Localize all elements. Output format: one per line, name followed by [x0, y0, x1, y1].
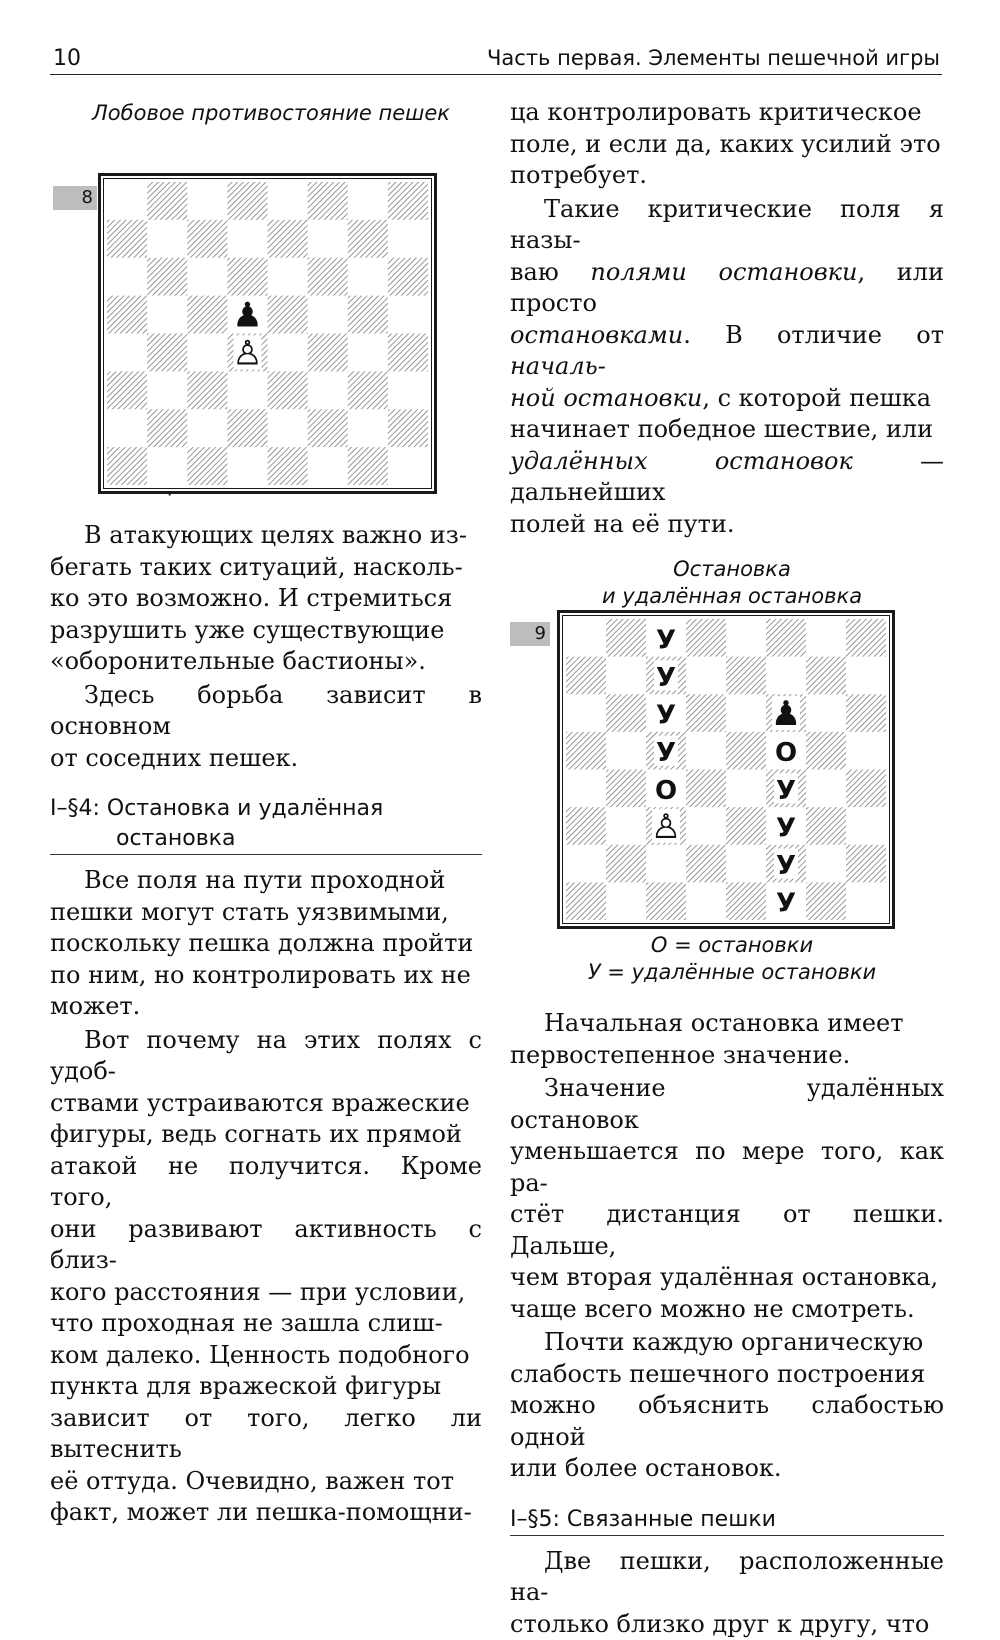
text-line: слабость пешечного построения [510, 1359, 944, 1391]
light-square [388, 447, 428, 485]
light-square [646, 845, 686, 883]
dark-square [806, 882, 846, 920]
diagram-9 [510, 610, 944, 932]
text-line: ком далеко. Ценность подобного [50, 1340, 482, 1372]
light-square [147, 220, 187, 258]
dark-square [566, 807, 606, 845]
text-line: пешки могут стать уязвимыми, [50, 897, 482, 929]
remote-stop-marker: У [656, 738, 676, 768]
section-heading-line: I–§4: Остановка и удалённая [50, 796, 383, 821]
paragraph-r5 [510, 1327, 944, 1485]
dark-square [147, 258, 187, 296]
dark-square [388, 182, 428, 220]
diagram-8 [50, 127, 482, 467]
left-column [50, 100, 482, 1529]
dark-square [348, 296, 388, 334]
light-square [686, 657, 726, 695]
dark-square [846, 619, 886, 657]
text-line: или более остановок. [510, 1453, 944, 1485]
text-line: они развивают активность с близ- [50, 1214, 482, 1277]
dark-square [566, 882, 606, 920]
dark-square [107, 296, 147, 334]
dark-square [686, 770, 726, 808]
light-square [308, 447, 348, 485]
text-line: по ним, но контролировать их не [50, 960, 482, 992]
dark-square [388, 334, 428, 372]
dark-square [268, 220, 308, 258]
text-line: Значение удалённых остановок [510, 1073, 944, 1136]
text-line: поле, и если да, каких усилий это [510, 129, 944, 161]
board-8-grid [107, 182, 428, 485]
text-line: Почти каждую органическую [510, 1327, 944, 1359]
light-square [308, 296, 348, 334]
dark-square [726, 732, 766, 770]
light-square [348, 258, 388, 296]
chessboard-8 [98, 173, 437, 494]
light-square [348, 182, 388, 220]
white-pawn-icon: ♙ [232, 334, 262, 374]
light-square [268, 182, 308, 220]
light-square [187, 182, 227, 220]
text-line: начинает победное шествие, или [510, 414, 944, 446]
light-square [147, 371, 187, 409]
paragraph-1 [50, 520, 482, 678]
remote-stop-marker: У [776, 776, 796, 806]
dark-square [806, 732, 846, 770]
light-square [147, 447, 187, 485]
text-line: первостепенное значение. [510, 1040, 944, 1072]
dark-square [686, 845, 726, 883]
light-square [308, 220, 348, 258]
dark-square [846, 845, 886, 883]
light-square [726, 845, 766, 883]
page-number: 10 [53, 46, 81, 71]
text-line: можно объяснить слабостью одной [510, 1390, 944, 1453]
dark-square [308, 409, 348, 447]
dark-square [846, 770, 886, 808]
text-line: ко это возможно. И стремиться [50, 583, 482, 615]
text-line: что проходная не зашла слиш- [50, 1308, 482, 1340]
text-line: потребует. [510, 160, 944, 192]
light-square [187, 334, 227, 372]
section-heading-4 [50, 794, 482, 855]
text-line: Все поля на пути проходной [50, 865, 482, 897]
light-square [606, 807, 646, 845]
dark-square [308, 258, 348, 296]
diagram-9-number: 9 [510, 622, 550, 646]
light-square [147, 296, 187, 334]
light-square [726, 770, 766, 808]
remote-stop-marker: У [776, 851, 796, 881]
light-square [686, 882, 726, 920]
light-square [107, 182, 147, 220]
dark-square [308, 182, 348, 220]
dark-square [606, 619, 646, 657]
dark-square [107, 447, 147, 485]
light-square [388, 220, 428, 258]
text-line: стёт дистанция от пешки. Дальше, [510, 1199, 944, 1262]
paragraph-r4 [510, 1073, 944, 1325]
light-square [107, 334, 147, 372]
dark-square [388, 258, 428, 296]
text-line: бегать таких ситуаций, насколь- [50, 552, 482, 584]
dark-square [187, 296, 227, 334]
dark-square [388, 409, 428, 447]
white-pawn-icon: ♙ [651, 807, 681, 847]
dark-square [308, 334, 348, 372]
text-line: остановками. В отличие от началь- [510, 320, 944, 383]
diagram-8-number: 8 [53, 186, 97, 210]
light-square [268, 258, 308, 296]
dark-square [147, 409, 187, 447]
text-line: Начальная остановка имеет [510, 1008, 944, 1040]
text-line: уменьшается по мере того, как ра- [510, 1136, 944, 1199]
light-square [766, 657, 806, 695]
dark-square [686, 694, 726, 732]
section-heading-5: I–§5: Связанные пешки [510, 1505, 944, 1536]
light-square [348, 409, 388, 447]
dark-square [268, 447, 308, 485]
dark-square [606, 770, 646, 808]
dark-square [686, 619, 726, 657]
text-line: ца контролировать критическое [510, 97, 944, 129]
text-line: фигуры, ведь согнать их прямой [50, 1119, 482, 1151]
text-line: от соседних пешек. [50, 743, 482, 775]
text-line: «оборонительные бастионы». [50, 646, 482, 678]
stop-marker: О [775, 738, 797, 768]
light-square [726, 694, 766, 732]
text-line: атакой не получится. Кроме того, [50, 1151, 482, 1214]
text-line: ваю полями остановки, или просто [510, 257, 944, 320]
dark-square [726, 807, 766, 845]
remote-stop-marker: У [776, 813, 796, 843]
text-line: факт, может ли пешка-помощни- [50, 1497, 482, 1529]
dark-square [348, 371, 388, 409]
diagram-8-title: Лобовое противостояние пешек [50, 100, 482, 127]
light-square [846, 882, 886, 920]
dark-square [268, 296, 308, 334]
page-header [50, 44, 942, 75]
text-line: чем вторая удалённая остановка, [510, 1262, 944, 1294]
dark-square [348, 220, 388, 258]
right-column [510, 97, 944, 1640]
diagram-9-title-1: Остановка [510, 556, 944, 583]
light-square [227, 447, 267, 485]
light-square [606, 732, 646, 770]
light-square [686, 807, 726, 845]
light-square [806, 619, 846, 657]
light-square [227, 220, 267, 258]
dark-square [147, 182, 187, 220]
diagram-9-title-2: и удалённая остановка [510, 583, 944, 610]
dark-square [227, 182, 267, 220]
light-square [187, 409, 227, 447]
light-square [846, 732, 886, 770]
dark-square [268, 371, 308, 409]
dark-square [726, 882, 766, 920]
text-line: столько близко друг к другу, что [510, 1609, 944, 1640]
light-square [308, 371, 348, 409]
light-square [187, 258, 227, 296]
light-square [388, 371, 428, 409]
text-line: её оттуда. Очевидно, важен тот [50, 1466, 482, 1498]
paragraph-r1 [510, 97, 944, 192]
light-square [107, 409, 147, 447]
dark-square [606, 845, 646, 883]
light-square [806, 694, 846, 732]
text-line: может. [50, 991, 482, 1023]
black-pawn-icon: ♟ [232, 296, 262, 336]
dark-square [566, 657, 606, 695]
running-title: Часть первая. Элементы пешечной игры [487, 46, 940, 70]
dark-square [726, 657, 766, 695]
light-square [268, 409, 308, 447]
light-square [606, 657, 646, 695]
text-line: Такие критические поля я назы- [510, 194, 944, 257]
light-square [388, 296, 428, 334]
paragraph-4 [50, 1025, 482, 1529]
light-square [566, 694, 606, 732]
dark-square [187, 371, 227, 409]
section-heading-line: остановка [50, 824, 482, 854]
dark-square [606, 694, 646, 732]
text-line: Две пешки, расположенные на- [510, 1546, 944, 1609]
paragraph-2 [50, 680, 482, 775]
light-square [806, 845, 846, 883]
light-square [606, 882, 646, 920]
light-square [846, 807, 886, 845]
light-square [686, 732, 726, 770]
text-line: удалённых остановок — дальнейших [510, 446, 944, 509]
light-square [846, 657, 886, 695]
text-line: Вот почему на этих полях с удоб- [50, 1025, 482, 1088]
dark-square [107, 220, 147, 258]
dark-square [227, 409, 267, 447]
dark-square [147, 334, 187, 372]
dark-square [348, 447, 388, 485]
text-line: зависит от того, легко ли вытеснить [50, 1403, 482, 1466]
dark-square [227, 258, 267, 296]
text-line: В атакующих целях важно из- [50, 520, 482, 552]
light-square [806, 770, 846, 808]
paragraph-r3 [510, 1008, 944, 1071]
light-square [268, 334, 308, 372]
dark-square [566, 732, 606, 770]
text-line: разрушить уже существующие [50, 615, 482, 647]
paragraph-3 [50, 865, 482, 1023]
text-line: чаще всего можно не смотреть. [510, 1294, 944, 1326]
text-line: ной остановки, с которой пешка [510, 383, 944, 415]
stop-marker: О [655, 776, 677, 806]
light-square [726, 619, 766, 657]
text-line: ствами устраиваются вражеские [50, 1088, 482, 1120]
text-line: кого расстояния — при условии, [50, 1277, 482, 1309]
light-square [107, 258, 147, 296]
board-9-grid [566, 619, 886, 920]
light-square [566, 619, 606, 657]
light-square [566, 770, 606, 808]
chessboard-9 [557, 610, 895, 929]
light-square [566, 845, 606, 883]
dark-square [806, 657, 846, 695]
dark-square [646, 882, 686, 920]
remote-stop-marker: У [656, 625, 676, 655]
dark-square [187, 447, 227, 485]
diagram-9-caption-1: О = остановки [510, 932, 944, 959]
dark-square [187, 220, 227, 258]
text-line: Здесь борьба зависит в основном [50, 680, 482, 743]
paragraph-r2 [510, 194, 944, 541]
remote-stop-marker: У [656, 663, 676, 693]
light-square [227, 371, 267, 409]
paragraph-r6 [510, 1546, 944, 1640]
dark-square [806, 807, 846, 845]
diagram-9-caption-2: У = удалённые остановки [510, 959, 944, 986]
remote-stop-marker: У [656, 701, 676, 731]
text-line: поскольку пешка должна пройти [50, 928, 482, 960]
light-square [348, 334, 388, 372]
remote-stop-marker: У [776, 889, 796, 919]
black-pawn-icon: ♟ [771, 694, 801, 734]
dark-square [766, 619, 806, 657]
dark-square [846, 694, 886, 732]
text-line: пункта для вражеской фигуры [50, 1371, 482, 1403]
text-line: полей на её пути. [510, 509, 944, 541]
dark-square [107, 371, 147, 409]
